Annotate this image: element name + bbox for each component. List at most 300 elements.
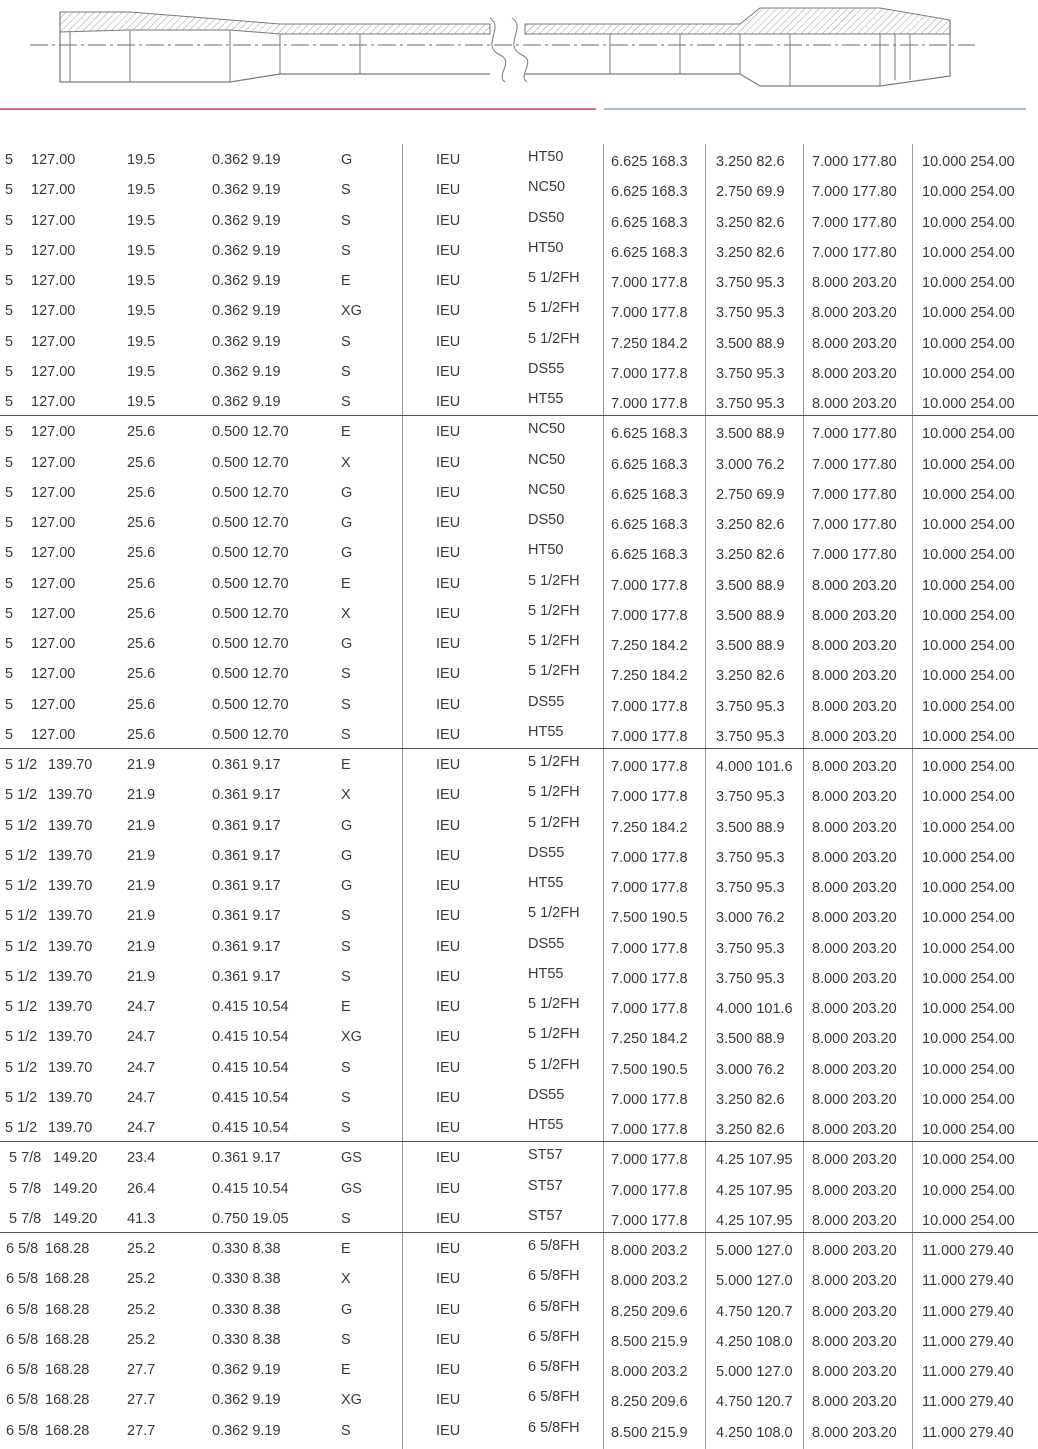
table-row [0,265,1038,295]
cell-tool-id: 3.750 95.3 [716,365,785,382]
cell-grade: XG [341,1392,362,1409]
cell-box-length: 11.000 279.40 [922,1394,1014,1411]
cell-connection: 5 1/2FH [528,602,580,619]
cell-grade: E [341,424,351,441]
cell-connection: HT55 [528,391,564,407]
cell-tool-id: 3.000 76.2 [716,1061,785,1078]
cell-grade: S [341,182,351,199]
cell-size-mm: 139.70 [48,1029,93,1046]
table-row [0,477,1038,507]
drill-pipe-spec-table [0,144,1038,1445]
cell-size-in: 5 [5,212,14,229]
cell-size-mm: 127.00 [31,545,76,562]
table-row [0,1354,1038,1384]
cell-grade: S [341,1059,351,1076]
cell-size-mm: 127.00 [31,424,76,441]
cell-wall: 0.361 9.17 [212,968,281,985]
cell-box-length: 10.000 254.00 [922,849,1015,866]
cell-size-mm: 127.00 [31,363,76,380]
cell-grade: S [341,726,351,743]
cell-connection: ST57 [528,1177,563,1194]
cell-tool-id: 3.500 88.9 [716,426,785,443]
cell-tool-id: 3.750 95.3 [716,970,785,987]
table-row [0,840,1038,870]
cell-grade: E [341,1241,351,1257]
drill-pipe-drawing [0,0,1038,120]
cell-connection: 5 1/2FH [528,663,580,680]
cell-grade: S [341,242,351,259]
table-row [0,810,1038,840]
cell-tool-od: 7.000 177.8 [611,1122,688,1138]
cell-connection: 5 1/2FH [528,996,580,1012]
cell-size-in: 5 1/2 [5,999,38,1015]
cell-upset: IEU [436,273,461,289]
table-row [0,719,1038,749]
cell-wall: 0.361 9.17 [212,938,281,955]
cell-upset: IEU [436,575,461,592]
cell-grade: S [341,696,351,713]
cell-pin-length: 8.000 203.20 [812,880,897,896]
cell-pin-length: 8.000 203.20 [812,638,897,654]
table-row [0,1082,1038,1112]
cell-size-in: 5 1/2 [5,968,38,985]
cell-tool-od: 7.000 177.8 [611,849,688,866]
cell-pin-length: 8.000 203.20 [812,819,897,836]
cell-upset: IEU [436,726,461,743]
cell-wall: 0.500 12.70 [212,636,289,652]
cell-box-length: 10.000 254.00 [922,396,1015,412]
cell-tool-id: 3.750 95.3 [716,849,785,866]
cell-upset: IEU [436,303,461,320]
cell-upset: IEU [436,1210,461,1227]
cell-tool-id: 5.000 127.0 [716,1273,793,1290]
table-row [0,1203,1038,1233]
cell-tool-od: 7.000 177.8 [611,275,688,291]
cell-weight: 23.4 [127,1150,156,1167]
cell-wall: 0.361 9.17 [212,908,281,925]
cell-weight: 21.9 [127,938,156,955]
cell-wall: 0.500 12.70 [212,515,289,531]
cell-tool-od: 7.000 177.8 [611,698,688,715]
cell-pin-length: 7.000 177.80 [812,517,897,533]
cell-size-mm: 168.28 [45,1392,90,1409]
cell-grade: XG [341,303,362,320]
table-row [0,961,1038,991]
cell-connection: NC50 [528,179,566,196]
cell-wall: 0.362 9.19 [212,273,281,289]
cell-size-in: 5 [5,484,14,501]
cell-grade: S [341,666,351,683]
cell-box-length: 10.000 254.00 [922,1091,1015,1108]
cell-tool-id: 4.750 120.7 [716,1394,793,1411]
cell-connection: 5 1/2FH [528,572,580,589]
cell-box-length: 10.000 254.00 [922,426,1015,443]
cell-grade: G [341,515,353,531]
cell-grade: S [341,1331,351,1348]
cell-tool-od: 6.625 168.3 [611,547,688,564]
cell-pin-length: 8.000 203.20 [812,910,897,927]
cell-pin-length: 8.000 203.20 [812,1273,897,1290]
cell-connection: 5 1/2FH [528,1026,580,1043]
cell-tool-od: 6.625 168.3 [611,426,688,443]
cell-size-mm: 149.20 [53,1210,98,1227]
cell-wall: 0.415 10.54 [212,1029,289,1046]
cell-box-length: 10.000 254.00 [922,517,1015,533]
cell-wall: 0.362 9.19 [212,303,281,320]
cell-tool-id: 3.000 76.2 [716,910,785,927]
cell-connection: 5 1/2FH [528,270,580,286]
cell-tool-id: 4.25 107.95 [716,1182,793,1199]
cell-connection: NC50 [528,421,566,438]
cell-pin-length: 8.000 203.20 [812,396,897,412]
cell-upset: IEU [436,1422,461,1439]
cell-wall: 0.500 12.70 [212,605,289,622]
cell-box-length: 10.000 254.00 [922,305,1015,322]
table-row [0,1142,1038,1172]
cell-upset: IEU [436,908,461,925]
cell-tool-id: 3.500 88.9 [716,335,785,352]
table-row [0,295,1038,325]
cell-tool-od: 6.625 168.3 [611,456,688,473]
cell-wall: 0.500 12.70 [212,545,289,562]
cell-upset: IEU [436,363,461,380]
cell-size-mm: 168.28 [45,1331,90,1348]
cell-pin-length: 8.000 203.20 [812,789,897,806]
cell-wall: 0.500 12.70 [212,666,289,683]
cell-grade: G [341,1301,353,1318]
cell-tool-id: 2.750 69.9 [716,184,785,201]
cell-tool-od: 7.000 177.8 [611,880,688,896]
cell-grade: G [341,847,353,864]
cell-grade: E [341,1362,351,1378]
cell-tool-od: 7.000 177.8 [611,577,688,594]
cell-weight: 24.7 [127,1029,156,1046]
cell-tool-od: 6.625 168.3 [611,244,688,261]
table-row [0,931,1038,961]
cell-tool-id: 3.250 82.6 [716,668,785,685]
cell-tool-id: 3.250 82.6 [716,1091,785,1108]
cell-size-mm: 127.00 [31,605,76,622]
cell-upset: IEU [436,1362,461,1378]
cell-box-length: 10.000 254.00 [922,668,1015,685]
cell-upset: IEU [436,182,461,199]
cell-grade: S [341,1120,351,1136]
cell-weight: 24.7 [127,1089,156,1106]
cell-size-mm: 139.70 [48,1089,93,1106]
cell-grade: S [341,908,351,925]
cell-tool-id: 3.250 82.6 [716,1122,785,1138]
cell-wall: 0.361 9.17 [212,757,281,773]
cell-wall: 0.750 19.05 [212,1210,289,1227]
cell-tool-id: 3.500 88.9 [716,607,785,624]
cell-grade: G [341,636,353,652]
cell-pin-length: 8.000 203.20 [812,1424,897,1441]
cell-box-length: 11.000 279.40 [922,1273,1014,1290]
cell-box-length: 11.000 279.40 [922,1424,1014,1441]
cell-size-mm: 127.00 [31,152,76,168]
cell-tool-od: 7.000 177.8 [611,1212,688,1229]
cell-connection: 5 1/2FH [528,784,580,801]
cell-size-mm: 149.20 [53,1180,98,1197]
cell-wall: 0.415 10.54 [212,999,289,1015]
table-row [0,1294,1038,1324]
cell-size-in: 5 [5,363,14,380]
cell-grade: S [341,1089,351,1106]
cell-size-in: 6 5/8 [6,1331,39,1348]
cell-size-mm: 127.00 [31,636,76,652]
cell-size-mm: 127.00 [31,212,76,229]
table-row [0,900,1038,930]
cell-pin-length: 8.000 203.20 [812,1182,897,1199]
cell-tool-od: 7.000 177.8 [611,365,688,382]
cell-size-in: 5 [5,152,14,168]
cell-weight: 25.6 [127,726,156,743]
cell-grade: S [341,968,351,985]
cell-weight: 25.6 [127,545,156,562]
cell-weight: 25.6 [127,454,156,471]
cell-tool-od: 8.250 209.6 [611,1303,688,1320]
cell-size-mm: 127.00 [31,666,76,683]
cell-weight: 24.7 [127,999,156,1015]
cell-size-in: 5 7/8 [9,1210,42,1227]
cell-connection: DS55 [528,693,565,710]
cell-tool-od: 7.000 177.8 [611,396,688,412]
cell-size-mm: 149.20 [53,1150,98,1167]
cell-size-in: 5 1/2 [5,847,38,864]
table-row [0,1052,1038,1082]
cell-weight: 25.6 [127,424,156,441]
cell-tool-id: 4.000 101.6 [716,1001,793,1017]
cell-upset: IEU [436,1089,461,1106]
cell-pin-length: 7.000 177.80 [812,214,897,231]
cell-size-in: 5 [5,333,14,350]
cell-pin-length: 8.000 203.20 [812,1303,897,1320]
cell-size-mm: 127.00 [31,333,76,350]
cell-grade: S [341,938,351,955]
cell-box-length: 10.000 254.00 [922,275,1015,291]
cell-pin-length: 8.000 203.20 [812,728,897,745]
cell-upset: IEU [436,1392,461,1409]
cell-grade: E [341,273,351,289]
cell-tool-id: 4.750 120.7 [716,1303,793,1320]
cell-size-mm: 127.00 [31,273,76,289]
table-row [0,356,1038,386]
cell-pin-length: 8.000 203.20 [812,1122,897,1138]
cell-tool-id: 3.250 82.6 [716,547,785,564]
cell-grade: GS [341,1180,362,1197]
cell-weight: 26.4 [127,1180,156,1197]
cell-connection: HT50 [528,542,564,559]
cell-grade: S [341,363,351,380]
cell-box-length: 10.000 254.00 [922,1212,1015,1229]
cell-upset: IEU [436,1120,461,1136]
cell-box-length: 10.000 254.00 [922,819,1015,836]
cell-grade: X [341,787,351,804]
cell-connection: HT55 [528,1117,564,1133]
table-row [0,1263,1038,1293]
cell-upset: IEU [436,1331,461,1348]
cell-size-in: 6 5/8 [6,1301,39,1318]
cell-pin-length: 8.000 203.20 [812,970,897,987]
table-row [0,1415,1038,1445]
cell-size-mm: 127.00 [31,454,76,471]
cell-weight: 21.9 [127,787,156,804]
cell-size-mm: 127.00 [31,242,76,259]
cell-tool-od: 7.000 177.8 [611,1182,688,1199]
cell-tool-od: 7.000 177.8 [611,607,688,624]
cell-upset: IEU [436,1059,461,1076]
cell-size-mm: 139.70 [48,847,93,864]
cell-box-length: 10.000 254.00 [922,214,1015,231]
cell-tool-id: 5.000 127.0 [716,1364,793,1380]
cell-weight: 25.6 [127,515,156,531]
cell-tool-id: 3.750 95.3 [716,728,785,745]
cell-upset: IEU [436,333,461,350]
cell-connection: HT55 [528,965,564,982]
cell-grade: G [341,817,353,834]
cell-box-length: 10.000 254.00 [922,577,1015,594]
cell-wall: 0.362 9.19 [212,394,281,410]
cell-weight: 25.6 [127,696,156,713]
cell-box-length: 10.000 254.00 [922,970,1015,987]
cell-size-in: 5 [5,273,14,289]
cell-connection: 5 1/2FH [528,754,580,770]
cell-size-mm: 127.00 [31,515,76,531]
cell-pin-length: 8.000 203.20 [812,668,897,685]
cell-tool-od: 8.500 215.9 [611,1424,688,1441]
cell-weight: 25.6 [127,575,156,592]
cell-pin-length: 8.000 203.20 [812,940,897,957]
cell-weight: 19.5 [127,333,156,350]
cell-tool-od: 6.625 168.3 [611,517,688,533]
cell-tool-id: 3.750 95.3 [716,940,785,957]
table-row [0,507,1038,537]
cell-tool-id: 3.500 88.9 [716,638,785,654]
cell-weight: 41.3 [127,1210,156,1227]
cell-weight: 25.2 [127,1271,156,1288]
cell-connection: 6 5/8FH [528,1419,580,1436]
table-row [0,689,1038,719]
cell-size-mm: 139.70 [48,787,93,804]
table-row [0,1233,1038,1263]
cell-size-in: 6 5/8 [6,1271,39,1288]
cell-size-in: 5 7/8 [9,1180,42,1197]
cell-pin-length: 8.000 203.20 [812,577,897,594]
cell-wall: 0.361 9.17 [212,1150,281,1167]
cell-weight: 21.9 [127,817,156,834]
cell-size-in: 5 [5,575,14,592]
cell-tool-od: 7.500 190.5 [611,910,688,927]
cell-weight: 27.7 [127,1392,156,1409]
cell-wall: 0.362 9.19 [212,242,281,259]
cell-wall: 0.362 9.19 [212,152,281,168]
cell-pin-length: 8.000 203.20 [812,607,897,624]
cell-wall: 0.361 9.17 [212,817,281,834]
cell-upset: IEU [436,1180,461,1197]
cell-weight: 19.5 [127,394,156,410]
cell-box-length: 10.000 254.00 [922,184,1015,201]
cell-pin-length: 8.000 203.20 [812,1394,897,1411]
cell-pin-length: 8.000 203.20 [812,698,897,715]
cell-size-mm: 127.00 [31,726,76,743]
cell-weight: 27.7 [127,1422,156,1439]
cell-tool-od: 6.625 168.3 [611,154,688,170]
cell-size-in: 5 [5,666,14,683]
cell-grade: X [341,454,351,471]
cell-pin-length: 8.000 203.20 [812,1243,897,1259]
cell-wall: 0.361 9.17 [212,878,281,894]
cell-connection: DS50 [528,209,565,226]
cell-tool-od: 7.000 177.8 [611,759,688,775]
cell-box-length: 10.000 254.00 [922,365,1015,382]
cell-grade: E [341,999,351,1015]
table-row [0,447,1038,477]
cell-tool-od: 7.250 184.2 [611,638,688,654]
cell-wall: 0.330 8.38 [212,1271,281,1288]
table-row [0,235,1038,265]
table-row [0,537,1038,567]
cell-size-mm: 139.70 [48,1059,93,1076]
cell-tool-od: 7.250 184.2 [611,668,688,685]
cell-size-mm: 139.70 [48,938,93,955]
cell-upset: IEU [436,515,461,531]
cell-pin-length: 8.000 203.20 [812,275,897,291]
cell-size-mm: 168.28 [45,1301,90,1318]
cell-size-in: 6 5/8 [6,1422,39,1439]
cell-pin-length: 8.000 203.20 [812,1061,897,1078]
cell-size-mm: 139.70 [48,757,93,773]
cell-weight: 25.6 [127,666,156,683]
cell-tool-od: 8.000 203.2 [611,1273,688,1290]
cell-upset: IEU [436,484,461,501]
cell-grade: E [341,575,351,592]
cell-connection: DS55 [528,844,565,861]
cell-upset: IEU [436,938,461,955]
cell-connection: 6 5/8FH [528,1328,580,1345]
cell-tool-od: 7.000 177.8 [611,1001,688,1017]
cell-box-length: 10.000 254.00 [922,486,1015,503]
cell-wall: 0.362 9.19 [212,333,281,350]
cell-tool-od: 7.000 177.8 [611,1152,688,1169]
cell-weight: 19.5 [127,273,156,289]
cell-size-mm: 127.00 [31,303,76,320]
cell-connection: 5 1/2FH [528,905,580,922]
cell-size-in: 5 1/2 [5,817,38,834]
table-row [0,205,1038,235]
cell-weight: 19.5 [127,182,156,199]
cell-wall: 0.500 12.70 [212,575,289,592]
cell-tool-id: 3.750 95.3 [716,305,785,322]
table-row [0,568,1038,598]
cell-wall: 0.500 12.70 [212,424,289,441]
cell-size-mm: 168.28 [45,1241,90,1257]
cell-tool-id: 2.750 69.9 [716,486,785,503]
cell-size-mm: 168.28 [45,1422,90,1439]
cell-size-in: 5 1/2 [5,787,38,804]
cell-size-in: 5 1/2 [5,1059,38,1076]
cell-weight: 19.5 [127,242,156,259]
cell-grade: S [341,1422,351,1439]
cell-wall: 0.500 12.70 [212,454,289,471]
cell-tool-id: 3.250 82.6 [716,154,785,170]
cell-upset: IEU [436,636,461,652]
cell-box-length: 11.000 279.40 [922,1243,1014,1259]
cell-upset: IEU [436,1029,461,1046]
cell-pin-length: 7.000 177.80 [812,244,897,261]
table-row [0,174,1038,204]
cell-size-mm: 127.00 [31,696,76,713]
cell-grade: X [341,605,351,622]
